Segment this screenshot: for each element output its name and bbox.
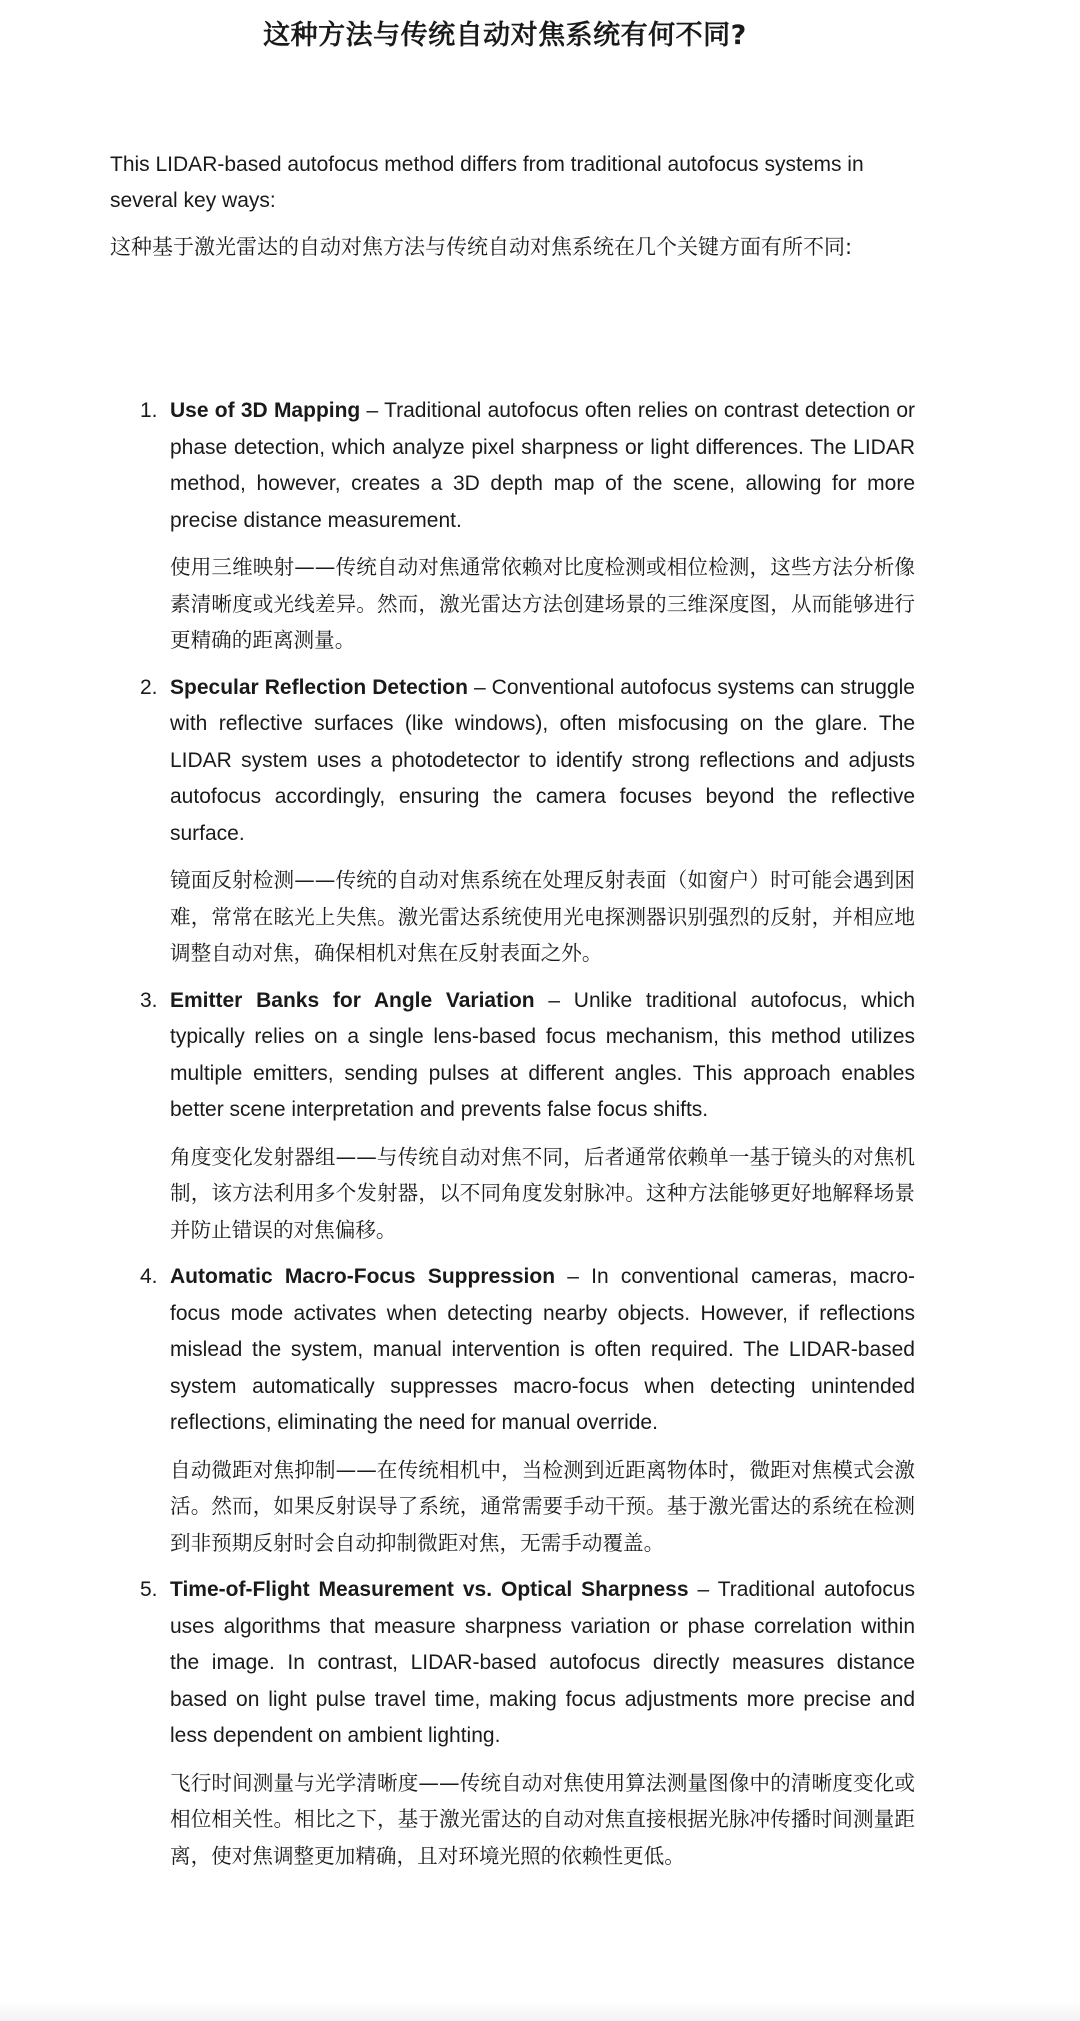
item-chinese-text: 角度变化发射器组——与传统自动对焦不同，后者通常依赖单一基于镜头的对焦机制，该方法利用多个发射器，以不同角度发射脉冲。这种方法能够更好地解释场景并防止错误的对焦偏移。 (170, 1144, 915, 1242)
list-item (110, 983, 915, 1249)
item-number: 5. (140, 1578, 158, 1601)
item-english-text (170, 393, 915, 539)
list-item (110, 670, 915, 972)
list-item (110, 393, 915, 659)
item-number: 4. (140, 1265, 158, 1288)
difference-list (110, 393, 915, 1885)
item-body: – Traditional autofocus often relies on contrast detection or phase detection, which analyze pixel sharpness or light differences. The LIDAR method, however, creates a 3D depth map of the scene, allowing for more precise distance measurement. (170, 399, 915, 532)
intro-chinese: 这种基于激光雷达的自动对焦方法与传统自动对焦系统在几个关键方面有所不同: (110, 235, 853, 259)
item-heading: Specular Reflection Detection (170, 675, 468, 699)
item-number: 2. (140, 675, 158, 699)
intro-english: This LIDAR-based autofocus method differs from traditional autofocus systems in several key ways: (110, 153, 864, 212)
item-number: 1. (140, 399, 158, 422)
item-heading: Time-of-Flight Measurement vs. Optical Sharpness (170, 1578, 689, 1601)
item-body: – Unlike traditional autofocus, which typically relies on a single lens-based focus mechanism, this method utilizes multiple emitters, sending pulses at different angles. This approach enables better scene interpretation and prevents false focus shifts. (170, 988, 915, 1121)
item-chinese-text: 自动微距对焦抑制——在传统相机中，当检测到近距离物体时，微距对焦模式会激活。然而，如果反射误导了系统，通常需要手动干预。基于激光雷达的系统在检测到非预期反射时会自动抑制微距对焦，无需手动覆盖。 (170, 1457, 915, 1555)
item-chinese-text: 使用三维映射——传统自动对焦通常依赖对比度检测或相位检测，这些方法分析像素清晰度或光线差异。然而，激光雷达方法创建场景的三维深度图，从而能够进行更精确的距离测量。 (170, 555, 915, 652)
item-english-text (170, 983, 915, 1129)
item-number: 3. (140, 988, 158, 1012)
item-heading: Use of 3D Mapping (170, 399, 361, 422)
list-item (110, 1259, 915, 1561)
list-item (110, 1572, 915, 1874)
item-english-text (170, 1259, 915, 1442)
item-english-text (170, 1572, 915, 1755)
item-body: – Traditional autofocus uses algorithms that measure sharpness variation or phase correlation within the image. In contrast, LIDAR-based autofocus directly measures distance based on light pulse travel time, making focus adjustments more precise and less dependent on ambient lighting. (170, 1578, 916, 1747)
page-title: 这种方法与传统自动对焦系统有何不同? (263, 20, 747, 51)
item-body: – In conventional cameras, macro-focus mode activates when detecting nearby objects. However, if reflections mislead the system, manual intervention is often required. The LIDAR-based system automatically suppresses macro-focus when detecting unintended reflections, eliminating the need for manual override. (170, 1265, 916, 1434)
item-chinese-text: 飞行时间测量与光学清晰度——传统自动对焦使用算法测量图像中的清晰度变化或相位相关性。相比之下，基于激光雷达的自动对焦直接根据光脉冲传播时间测量距离，使对焦调整更加精确，且对环境光照的依赖性更低。 (170, 1770, 915, 1868)
item-heading: Emitter Banks for Angle Variation (170, 988, 535, 1012)
item-english-text (170, 670, 915, 853)
item-chinese-text: 镜面反射检测——传统的自动对焦系统在处理反射表面（如窗户）时可能会遇到困难，常常在眩光上失焦。激光雷达系统使用光电探测器识别强烈的反射，并相应地调整自动对焦，确保相机对焦在反射表面之外。 (170, 868, 915, 965)
item-body: – Conventional autofocus systems can struggle with reflective surfaces (like windows), often misfocusing on the glare. The LIDAR system uses a photodetector to identify strong reflections and adjusts autofocus accordingly, ensuring the camera focuses beyond the reflective surface. (170, 675, 915, 845)
item-heading: Automatic Macro-Focus Suppression (170, 1265, 556, 1288)
bottom-edge-shade (0, 2001, 1080, 2021)
